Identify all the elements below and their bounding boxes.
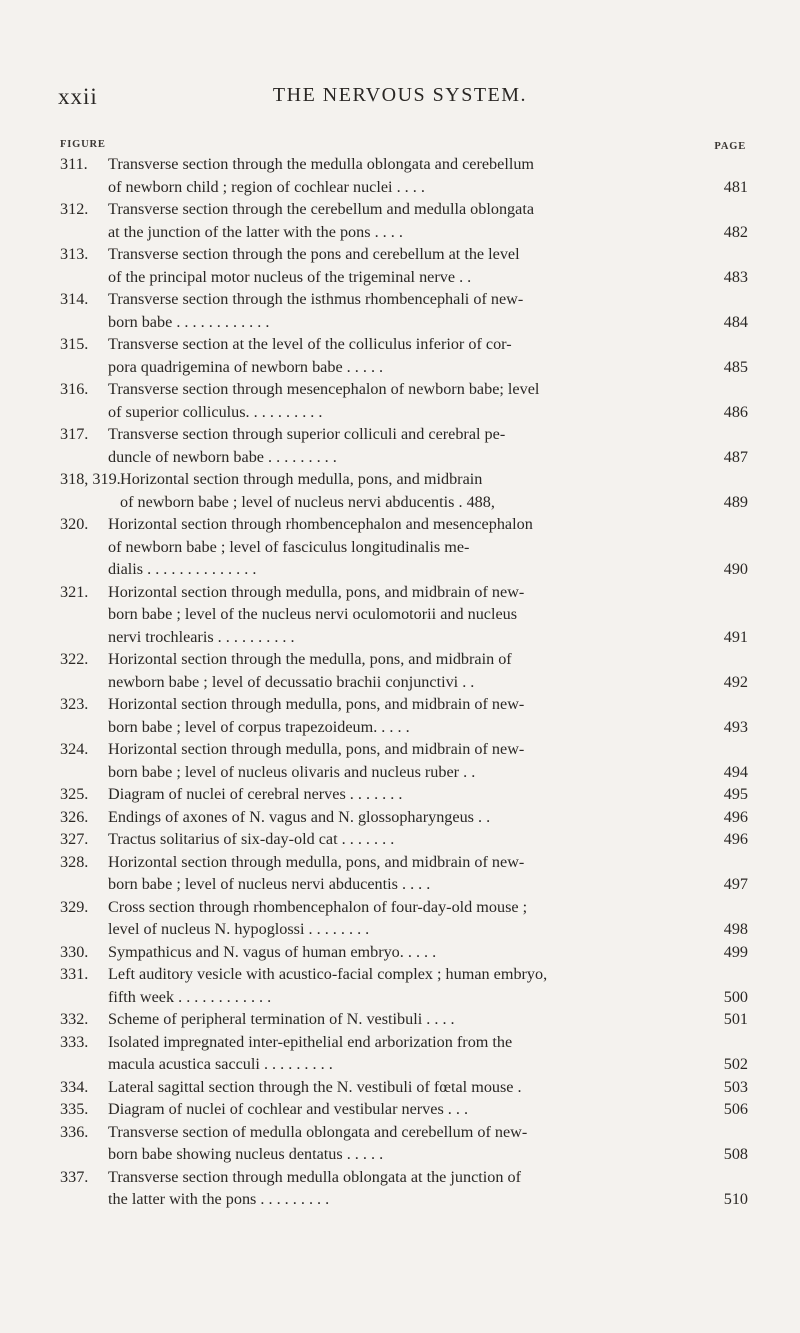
figure-entry: [60, 1076, 748, 1099]
figure-entry: [60, 738, 748, 783]
caption-text: Horizontal section through the medulla, pons, and midbrain of: [108, 650, 512, 668]
caption-text: nervi trochlearis . . . . . . . . . .: [108, 627, 295, 646]
figure-caption-line: [60, 333, 748, 356]
figure-caption-line: [60, 288, 748, 311]
figure-number: 334.: [60, 1077, 89, 1096]
figure-caption-line: [60, 1188, 748, 1211]
caption-text: of newborn child ; region of cochlear nuclei . . . .: [108, 177, 425, 196]
figure-entry: [60, 806, 748, 829]
figure-entry: [60, 333, 748, 378]
figure-number: 311.: [60, 155, 88, 173]
page-number: 487: [723, 447, 748, 466]
figure-caption-line: [60, 1031, 748, 1054]
figure-caption-line: [60, 986, 748, 1009]
caption-text: Sympathicus and N. vagus of human embryo. . . . .: [108, 942, 437, 961]
figure-caption-line: [60, 311, 748, 334]
figure-caption-line: [60, 423, 748, 446]
page-number: 495: [723, 785, 748, 803]
figure-number: 320.: [60, 515, 89, 533]
caption-text: of newborn babe ; level of nucleus nervi abducentis . 488,: [120, 492, 495, 511]
page-number: 503: [723, 1077, 748, 1096]
page-number: 497: [723, 875, 748, 893]
page-number: 496: [723, 830, 748, 848]
figure-caption-line: [60, 536, 748, 559]
figure-caption-line: [60, 266, 748, 289]
figure-number: 324.: [60, 740, 89, 758]
caption-text: Tractus solitarius of six-day-old cat . . . . . . .: [108, 830, 395, 848]
caption-text: of superior colliculus. . . . . . . . . .: [108, 402, 323, 421]
page-number: 481: [723, 177, 748, 196]
caption-text: Transverse section through the pons and cerebellum at the level: [108, 245, 520, 263]
page-number: 498: [723, 920, 748, 938]
caption-text: Horizontal section through medulla, pons, and midbrain of new-: [108, 740, 525, 758]
figure-number: 315.: [60, 335, 89, 353]
caption-text: Diagram of nuclei of cerebral nerves . . . . . . .: [108, 785, 403, 803]
figure-caption-line: [60, 1166, 748, 1189]
page-folio: xxii: [58, 84, 98, 109]
caption-text: duncle of newborn babe . . . . . . . . .: [108, 447, 337, 466]
caption-text: pora quadrigemina of newborn babe . . . . .: [108, 357, 384, 376]
caption-text: at the junction of the latter with the pons . . . .: [108, 222, 403, 241]
figure-entry: [60, 1008, 748, 1031]
caption-text: born babe showing nucleus dentatus . . . . .: [108, 1145, 384, 1163]
figure-caption-line: [60, 1053, 748, 1076]
figure-caption-line: [60, 198, 748, 221]
figure-entry: [60, 198, 748, 243]
figure-entry: [60, 581, 748, 649]
figure-number: 321.: [60, 582, 89, 601]
figure-entry: [60, 783, 748, 806]
figure-caption-line: [60, 648, 748, 671]
figure-caption-line: [60, 963, 748, 986]
figure-number: 317.: [60, 425, 89, 443]
figure-number: 314.: [60, 290, 89, 308]
figure-entry: [60, 378, 748, 423]
caption-text: born babe ; level of nucleus olivaris and nucleus ruber . .: [108, 762, 476, 781]
figure-caption-line: [60, 941, 748, 964]
page-number: 486: [723, 402, 748, 421]
caption-text: Diagram of nuclei of cochlear and vestibular nerves . . .: [108, 1100, 469, 1118]
caption-text: Horizontal section through rhombencephalon and mesencephalon: [108, 515, 533, 533]
figure-number: 336.: [60, 1122, 89, 1141]
figure-entry: [60, 288, 748, 333]
figure-number: 313.: [60, 245, 89, 263]
caption-text: Transverse section through the isthmus rhombencephali of new-: [108, 290, 524, 308]
page-number: 502: [723, 1055, 748, 1073]
caption-text: Lateral sagittal section through the N. vestibuli of fœtal mouse .: [108, 1077, 522, 1096]
page-number: 496: [723, 807, 748, 826]
caption-text: Isolated impregnated inter-epithelial end arborization from the: [108, 1032, 513, 1051]
caption-text: Transverse section through the cerebellum and medulla oblongata: [108, 200, 535, 218]
figure-number: 328.: [60, 852, 89, 871]
figure-entry: [60, 1166, 748, 1211]
figure-caption-line: [60, 828, 748, 851]
figure-entry: [60, 153, 748, 198]
page-number: 492: [723, 672, 748, 691]
caption-text: born babe ; level of corpus trapezoideum. . . . .: [108, 717, 410, 736]
figure-caption-line: [60, 1121, 748, 1144]
figure-number: 331.: [60, 965, 89, 983]
figure-entry: [60, 693, 748, 738]
caption-text: Horizontal section through medulla, pons, and midbrain of new-: [108, 695, 525, 713]
figure-entry: [60, 896, 748, 941]
caption-text: the latter with the pons . . . . . . . . .: [108, 1190, 330, 1208]
caption-text: Transverse section through mesencephalon of newborn babe; level: [108, 380, 540, 398]
page-number: 493: [723, 717, 748, 736]
caption-text: dialis . . . . . . . . . . . . . .: [108, 560, 257, 578]
page-number: 494: [723, 762, 748, 781]
figure-caption-line: [60, 378, 748, 401]
figure-caption-line: [60, 446, 748, 469]
figure-caption-line: [60, 221, 748, 244]
caption-text: level of nucleus N. hypoglossi . . . . . . . .: [108, 920, 370, 938]
page-number: 485: [723, 357, 748, 376]
figure-caption-line: [60, 671, 748, 694]
figure-caption-line: [60, 693, 748, 716]
figure-number: 327.: [60, 830, 89, 848]
figure-number: 330.: [60, 942, 89, 961]
figure-number: 335.: [60, 1100, 89, 1118]
figure-entry: [60, 1031, 748, 1076]
caption-text: Cross section through rhombencephalon of four-day-old mouse ;: [108, 897, 528, 916]
figure-entry: [60, 243, 748, 288]
caption-text: of the principal motor nucleus of the trigeminal nerve . .: [108, 267, 472, 286]
caption-text: Transverse section through superior colliculi and cerebral pe-: [108, 425, 506, 443]
caption-text: born babe ; level of nucleus nervi abducentis . . . .: [108, 875, 431, 893]
caption-text: fifth week . . . . . . . . . . . .: [108, 987, 272, 1006]
figure-entry: [60, 513, 748, 581]
figure-caption-line: [60, 356, 748, 379]
caption-text: Endings of axones of N. vagus and N. glossopharyngeus . .: [108, 807, 491, 826]
figure-caption-line: [60, 1008, 748, 1031]
page-number: 489: [723, 492, 748, 511]
caption-text: of newborn babe ; level of fasciculus longitudinalis me-: [108, 537, 470, 556]
caption-text: Horizontal section through medulla, pons, and midbrain of new-: [108, 852, 525, 871]
caption-text: macula acustica sacculi . . . . . . . . .: [108, 1055, 333, 1073]
figure-number: 337.: [60, 1167, 89, 1186]
figure-caption-line: [60, 491, 748, 514]
running-title: THE NERVOUS SYSTEM.: [272, 84, 528, 106]
figure-entry: [60, 941, 748, 964]
page-number: 506: [723, 1100, 748, 1118]
figure-caption-line: [60, 176, 748, 199]
figure-entry: [60, 648, 748, 693]
figure-number: 329.: [60, 897, 89, 916]
figure-caption-line: [60, 626, 748, 649]
figure-list: [60, 153, 748, 1211]
caption-text: Horizontal section through medulla, pons, and midbrain: [120, 470, 483, 488]
figure-entry: [60, 1098, 748, 1121]
figure-number: 323.: [60, 695, 89, 713]
figure-caption-line: [60, 1143, 748, 1166]
figure-number: 318, 319.: [60, 470, 121, 488]
figure-entry: [60, 851, 748, 896]
page-number: 501: [723, 1010, 748, 1028]
figure-column-label: FIGURE: [60, 139, 106, 150]
caption-text: Horizontal section through medulla, pons, and midbrain of new-: [108, 582, 525, 601]
page-number: 510: [723, 1190, 748, 1208]
figure-caption-line: [60, 558, 748, 581]
figure-number: 322.: [60, 650, 89, 668]
figure-entry: [60, 423, 748, 468]
figure-entry: [60, 468, 748, 513]
figure-caption-line: [60, 153, 748, 176]
figure-caption-line: [60, 603, 748, 626]
figure-caption-line: [60, 468, 748, 491]
page-number: 500: [723, 987, 748, 1006]
figure-caption-line: [60, 873, 748, 896]
caption-text: Scheme of peripheral termination of N. vestibuli . . . .: [108, 1010, 455, 1028]
caption-text: Left auditory vesicle with acustico-facial complex ; human embryo,: [108, 965, 548, 983]
figure-caption-line: [60, 1098, 748, 1121]
caption-text: Transverse section at the level of the colliculus inferior of cor-: [108, 335, 512, 353]
caption-text: born babe ; level of the nucleus nervi oculomotorii and nucleus: [108, 605, 518, 623]
figure-caption-line: [60, 243, 748, 266]
figure-number: 326.: [60, 807, 89, 826]
page-number: 491: [723, 627, 748, 646]
figure-caption-line: [60, 761, 748, 784]
figure-caption-line: [60, 896, 748, 919]
caption-text: Transverse section through the medulla oblongata and cerebellum: [108, 155, 535, 173]
page-number: 490: [723, 560, 748, 578]
figure-caption-line: [60, 851, 748, 874]
figure-entry: [60, 963, 748, 1008]
figure-caption-line: [60, 581, 748, 604]
figure-number: 325.: [60, 785, 89, 803]
figure-number: 316.: [60, 380, 89, 398]
figure-entry: [60, 1121, 748, 1166]
figure-caption-line: [60, 783, 748, 806]
figure-caption-line: [60, 401, 748, 424]
figure-caption-line: [60, 918, 748, 941]
figure-entry: [60, 828, 748, 851]
figure-caption-line: [60, 738, 748, 761]
page-number: 483: [723, 267, 748, 286]
page-number: 484: [723, 312, 748, 331]
page-number: 482: [723, 222, 748, 241]
figure-caption-line: [60, 513, 748, 536]
caption-text: Transverse section through medulla oblongata at the junction of: [108, 1167, 521, 1186]
caption-text: Transverse section of medulla oblongata and cerebellum of new-: [108, 1122, 528, 1141]
figure-caption-line: [60, 1076, 748, 1099]
figure-number: 312.: [60, 200, 89, 218]
page-number: 499: [723, 942, 748, 961]
caption-text: born babe . . . . . . . . . . . .: [108, 312, 270, 331]
figure-number: 333.: [60, 1032, 89, 1051]
page-column-label: PAGE: [714, 141, 746, 152]
page-number: 508: [723, 1145, 748, 1163]
figure-caption-line: [60, 716, 748, 739]
caption-text: newborn babe ; level of decussatio brachii conjunctivi . .: [108, 672, 475, 691]
figure-number: 332.: [60, 1010, 89, 1028]
figure-caption-line: [60, 806, 748, 829]
